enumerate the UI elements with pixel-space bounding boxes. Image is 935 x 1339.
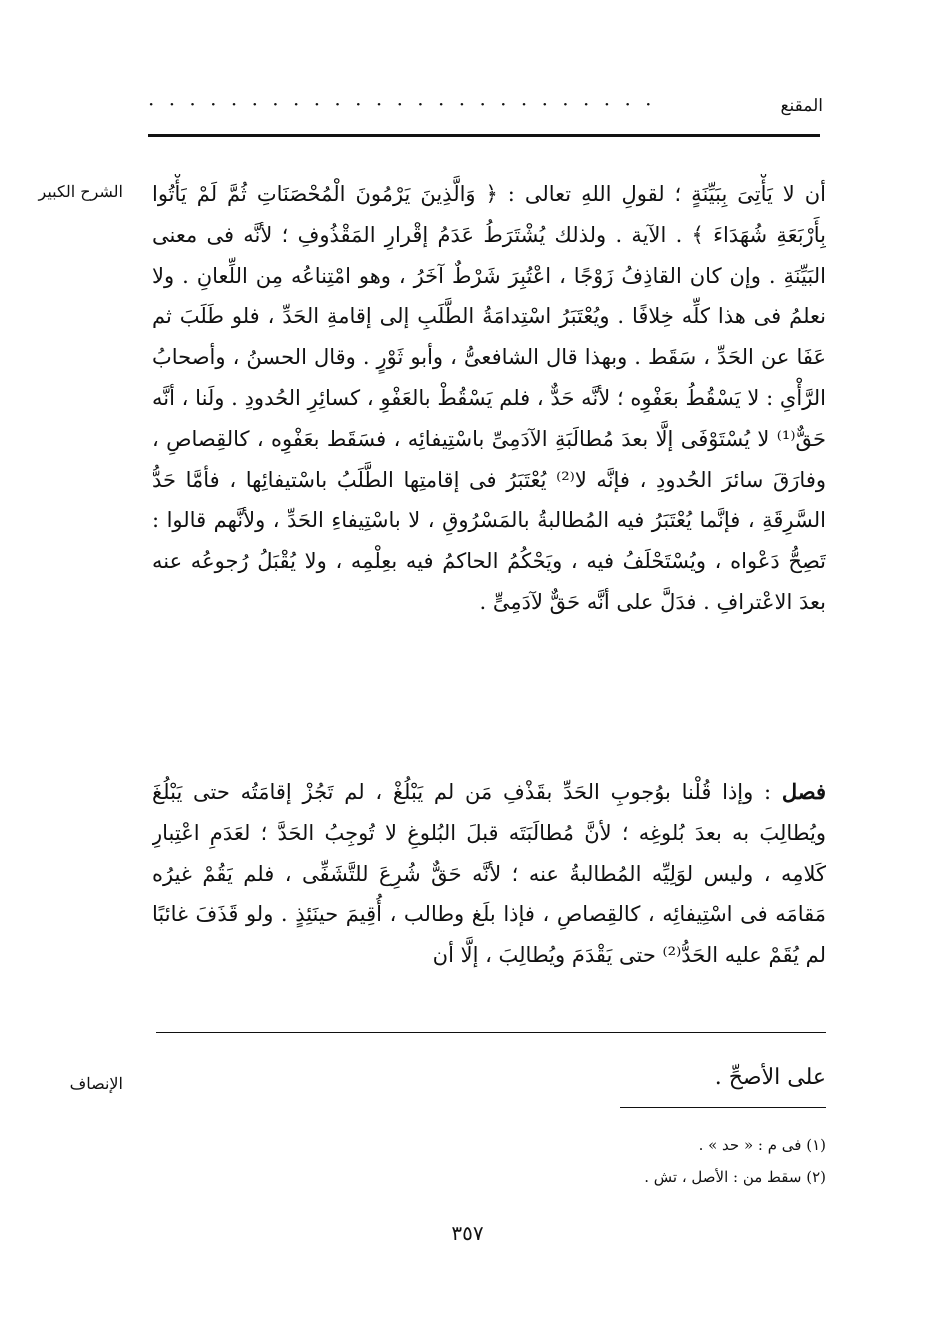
side-label-sharh: الشرح الكبير [38,182,123,201]
footnote-1: (١) فى م : « حد » . [698,1136,826,1154]
insaf-text: على الأصحِّ . [714,1065,826,1090]
section-rule [156,1032,826,1033]
fasl-text: : وإذا قُلْنا بوُجوبِ الحَدِّ بقَذْفِ مَن لم يَبْلُغْ ، لم تَجُزْ إقامَتُه حتى يَبْلُغَ ويُطالِبَ به بعدَ بُلوغِه ؛ لأنَّ مُطالَبَتَه قبلَ البُلوغِ لا تُوجِبُ الحَدَّ ؛ لعَدَمِ اعْتِبارِ كَلامِه ، وليس لوَلِيِّه المُطالبةُ عنه ؛ لأنَّه حَقٌّ شُرِعَ للتَّشَفِّى ، فلم يَقُمْ غيرُه مَقامَه فى اسْتِيفائِه ، كالقِصاصِ ، فإذا بلَغ وطالب ، أُقِيمَ حينَئِذٍ . ولو قَذَفَ غائبًا لم يُقَمْ عليه الحَدُّ⁽²⁾ حتى يَقْدَمَ ويُطالِبَ ، إلَّا أن [152,780,826,968]
main-text-block: أن لا يَأْتِىَ بِبَيِّنَةٍ ؛ لقولِ اللهِ تعالى : ﴿ وَالَّذِينَ يَرْمُونَ الْمُحْصَنَاتِ ثُمَّ لَمْ يَأْتُوا بِأَرْبَعَةِ شُهَدَاءَ ﴾ . الآية . ولذلك يُشْتَرَطُ عَدَمُ إقْرارِ المَقْذُوفِ ؛ لأنَّه فى معنى البَيِّنَةِ . وإن كان القاذِفُ زَوْجًا ، اعْتُبِرَ شَرْطٌ آخَرُ ، وهو امْتِناعُه مِن اللِّعانِ . ولا نعلمُ فى هذا كلِّه خِلافًا . ويُعْتَبَرُ اسْتِدامَةُ الطَّلَبِ إلى إقامةِ الحَدِّ ، فلو طَلَبَ ثم عَفَا عن الحَدِّ ، سَقَط . وبهذا قال الشافعىُّ ، وأبو ثَوْرٍ . وقال الحسنُ ، وأصحابُ الرَّأْىِ : لا يَسْقُطُ بعَفْوِه ؛ لأنَّه حَدٌّ ، فلم يَسْقُطْ بالعَفْوِ ، كسائِرِ الحُدودِ . ولَنا ، أنَّه حَقٌّ⁽¹⁾ لا يُسْتَوْفَى إلَّا بعدَ مُطالَبَةِ الآدَمِىِّ باسْتِيفائِه ، فسَقَط بعَفْوِه ، كالقِصاصِ ، وفارَقَ سائرَ الحُدودِ ، فإنَّه لا⁽²⁾ يُعْتَبَرُ فى إقامتِها الطَّلَبُ باسْتيفائِها ، فأمَّا حَدُّ السَّرِقَةِ ، فإنَّما يُعْتَبَرُ فيه المُطالبةُ بالمَسْرُوقِ ، لا باسْتِيفاءِ الحَدِّ ، ولأنَّهم قالوا : تَصِحُّ دَعْواه ، ويُسْتَحْلَفُ فيه ، ويَحْكُمُ الحاكمُ فيه بعِلْمِه ، ولا يُقْبَلُ رُجوعُه عنه بعدَ الاعْترافِ . فدَلَّ على أنَّه حَقٌّ لآدَمِىٍّ . [152,182,826,614]
fasl-paragraph [152,772,826,1022]
fasl-label: فصل [781,779,826,804]
side-label-insaf: الإنصاف [69,1074,123,1093]
header-dots: · · · · · · · · · · · · · · · · · · · · · · · · · [148,92,656,116]
page-number: ٣٥٧ [451,1221,484,1245]
header-rule [148,134,820,137]
footnote-2: (٢) سقط من : الأصل ، تش . [644,1168,826,1186]
running-header-title: المقنع [780,96,823,116]
footnote-rule [620,1107,826,1108]
